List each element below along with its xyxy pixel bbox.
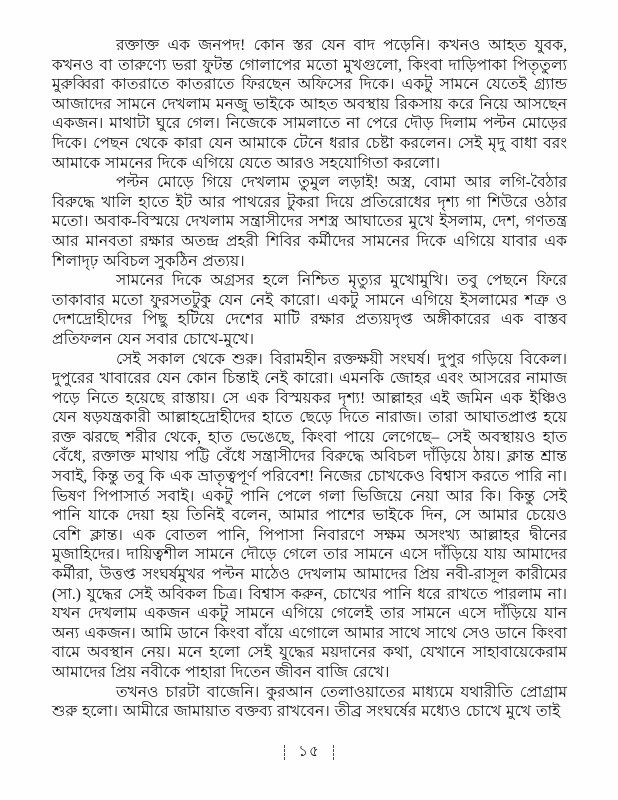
body-text [52,36,567,722]
paragraph-2: পল্টন মোড়ে গিয়ে দেখলাম তুমুল লড়াই! অস্ত্র, বোমা আর লগি-বৈঠার বিরুদ্ধে খালি হাতে ইট আর পাথরের টুকরা দিয়ে প্রতিরোধের দৃশ্য গা শিউরে ওঠার মতো। অবাক-বিস্ময়ে দেখলাম সন্ত্রাসীদের সশস্ত্র আঘাতের মুখে ইসলাম, দেশ, গণতন্ত্র আর মানবতা রক্ষার অতন্দ্র প্রহরী শিবির কর্মীদের সামনের দিকে এগিয়ে যাবার এক শিলাদৃঢ় অবিচল সুকঠিন প্রত্যয়। [52,174,567,270]
page-footer [0,740,618,765]
paragraph-1: রক্তাক্ত এক জনপদ! কোন স্তর যেন বাদ পড়েনি। কখনও আহত যুবক, কখনও বা তারুণ্যে ভরা ফুটন্ত গোলাপের মতো মুখগুলো, কিংবা দাড়িপাকা পিতৃতুল্য মুরুব্বিরা কাতরাতে কাতরাতে ফিরছেন অফিসের দিকে। একটু সামনে যেতেই গ্র্যান্ড আজাদের সামনে দেখলাম মনজু ভাইকে আহত অবস্থায় রিকসায় করে নিয়ে আসছেন একজন। মাথাটা ঘুরে গেল। নিজেকে সামলাতে না পেরে দৌড় দিলাম পল্টন মোড়ের দিকে। পেছন থেকে কারা যেন আমাকে টেনে ধরার চেষ্টা করলেন। সেই মৃদু বাধা বরং আমাকে সামনের দিকে এগিয়ে যেতে আরও সহযোগিতা করলো। [52,37,567,172]
page-number-group [284,740,333,765]
page-number-right-bar-ornament [333,745,334,760]
paragraph-3: সামনের দিকে অগ্রসর হলে নিশ্চিত মৃত্যুর মুখোমুখি। তবু পেছনে ফিরে তাকাবার মতো ফুরসতটুকু যেন নেই কারো। একটু সামনে এগিয়ে ইসলামের শত্রু ও দেশদ্রোহীদের পিছু হটিয়ে দেশের মাটি রক্ষার প্রত্যয়দৃপ্ত অঙ্গীকারের এক বাস্তব প্রতিফলন যেন সবার চোখে-মুখে। [52,272,567,348]
page-number-left-bar-ornament [284,745,285,760]
paragraph-4: সেই সকাল থেকে শুরু। বিরামহীন রক্তক্ষয়ী সংঘর্ষ। দুপুর গড়িয়ে বিকেল। দুপুরের খাবারের যেন কোন চিন্তাই নেই কারো। এমনকি জোহর এবং আসরের নামাজ পড়ে নিতে হয়েছে রাস্তায়। সে এক বিস্ময়কর দৃশ্য! আল্লাহর এই জমিন এক ইঞ্চিও যেন ষড়যন্ত্রকারী আল্লাহদ্রোহীদের হাতে ছেড়ে দিতে নারাজ। তারা আঘাতপ্রাপ্ত হয়ে রক্ত ঝরছে শরীর থেকে, হাত ভেঙেছে, কিংবা পায়ে লেগেছে– সেই অবস্থায়ও হাত বেঁধে, রক্তাক্ত মাথায় পট্টি বেঁধে সন্ত্রাসীদের বিরুদ্ধে অবিচল দাঁড়িয়ে ঠায়। ক্লান্ত শ্রান্ত সবাই, কিন্তু তবু কি এক ভ্রাতৃত্বপূর্ণ পরিবেশ! নিজের চোখকেও বিশ্বাস করতে পারি না। ভিষণ পিপাসার্ত সবাই। একটু পানি পেলে গলা ভিজিয়ে নেয়া আর কি। কিন্তু সেই পানি যাকে দেয়া হয় তিনিই বলেন, আমার পাশের ভাইকে দিন, সে আমার চেয়েও বেশি ক্লান্ত। এক বোতল পানি, পিপাসা নিবারণে সক্ষম অসংখ্য আল্লাহর দ্বীনের মুজাহিদের। দায়িত্বশীল সামনে দৌড়ে গেলে তার সামনে এসে দাঁড়িয়ে যায় আমাদের কর্মীরা, উত্তপ্ত সংঘর্ষমুখর পল্টন মাঠেও দেখলাম আমাদের প্রিয় নবী-রাসূল কারীমের (সা.) যুদ্ধের সেই অবিকল চিত্র। বিশ্বাস করুন, চোখের পানি ধরে রাখতে পারলাম না। যখন দেখলাম একজন একটু সামনে এগিয়ে গেলেই তার সামনে এসে দাঁড়িয়ে যান অন্য একজন। আমি ডানে কিংবা বাঁয়ে এগোলে আমার সাথে সাথে সেও ডানে কিংবা বামে অবস্থান নেয়। মনে হলো সেই যুদ্ধের ময়দানের কথা, যেখানে সাহাবায়েকেরাম আমাদের প্রিয় নবীকে পাহারা দিতেন জীবন বাজি রেখে। [52,350,567,681]
paragraph-5: তখনও চারটা বাজেনি। কুরআন তেলাওয়াতের মাধ্যমে যথারীতি প্রোগ্রাম শুরু হলো। আমীরে জামায়াত বক্তব্য রাখবেন। তীব্র সংঘর্ষের মধ্যেও চোখে মুখে তাই [52,683,567,721]
page-number: ১৫ [298,744,320,760]
